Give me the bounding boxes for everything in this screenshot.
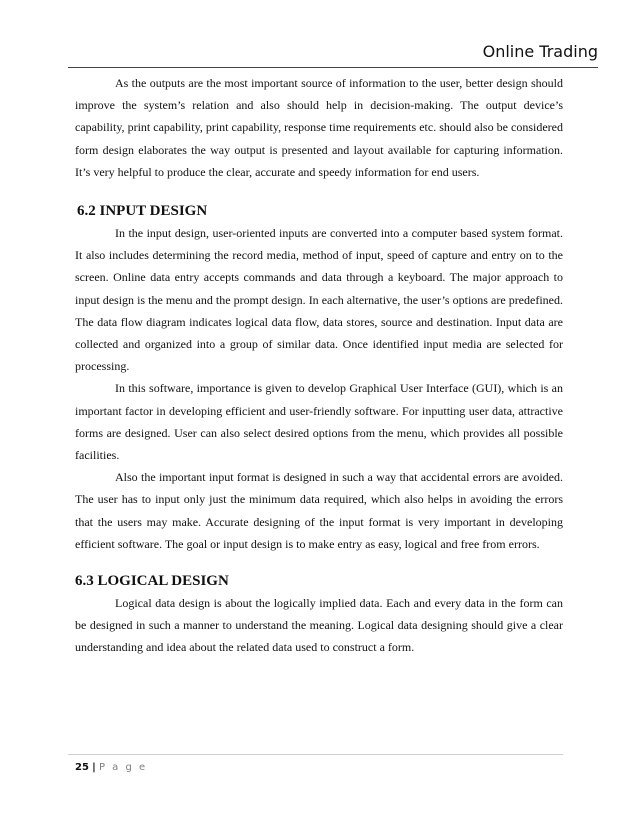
footer-rule [68,754,563,755]
footer-separator: | [92,762,96,773]
input-design-paragraph-3: Also the important input format is designed in such a way that accidental errors are avoided. The user has to input only just the minimum data required, which also helps in avoiding the errors that the users may make. Accurate designing of the input format is very important in developing efficient software. The goal or input design is to make entry as easy, logical and free from errors. [75,470,563,551]
page-footer [75,762,147,773]
running-header-title: Online Trading [482,42,598,61]
section-heading-input-design: 6.2 INPUT DESIGN [77,203,208,220]
page-label: P a g e [98,762,148,773]
page-content [75,72,563,659]
page-number: 25 [75,762,89,773]
section-heading-logical-design: 6.3 LOGICAL DESIGN [75,573,229,590]
intro-paragraph: As the outputs are the most important source of information to the user, better design should improve the system’s relation and also should help in decision-making. The output device’s capability, print capability, print capability, response time requirements etc. should also be considered form design elaborates the way output is presented and layout available for capturing information. It’s very helpful to produce the clear, accurate and speedy information for end users. [75,76,563,179]
input-design-paragraph-2: In this software, importance is given to develop Graphical User Interface (GUI), which is an important factor in developing efficient and user-friendly software. For inputting user data, attractive forms are designed. User can also select desired options from the menu, which provides all possible facilities. [75,381,563,463]
header-rule [68,67,598,68]
logical-design-paragraph-1: Logical data design is about the logically implied data. Each and every data in the form can be designed in such a manner to understand the meaning. Logical data designing should give a clear understanding and idea about the related data used to construct a form. [75,596,563,655]
input-design-paragraph-1: In the input design, user-oriented inputs are converted into a computer based system format. It also includes determining the record media, method of input, speed of capture and entry on to the screen. Online data entry accepts commands and data through a keyboard. The major approach to input design is the menu and the prompt design. In each alternative, the user’s options are predefined. The data flow diagram indicates logical data flow, data stores, source and destination. Input data are collected and organized into a group of similar data. Once identified input media are selected for processing. [75,226,563,374]
